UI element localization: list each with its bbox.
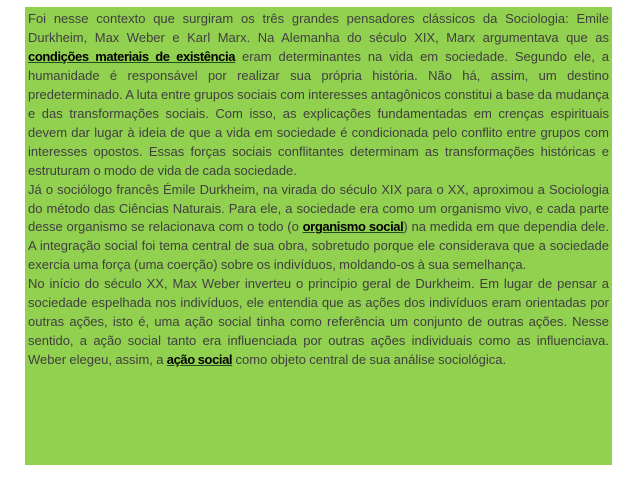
- paragraph-text: como objeto central de sua análise sociológica.: [232, 352, 507, 368]
- paragraph-text: Foi nesse contexto que surgiram os três grandes pensadores clássicos da Sociologia: Emile Durkheim, Max Weber e Karl Marx. Na Alemanha do século XIX, Marx argumentava que as: [28, 11, 609, 45]
- highlighted-term: organismo social: [302, 219, 404, 235]
- paragraph-durkheim: [28, 181, 609, 276]
- paragraph-text: ) na medida em que dependia dele. A integração social foi tema central de sua obra, sobretudo porque ele considerava que a sociedade exercia uma força (uma coerção) sobre os indivíduos, moldando-os à sua semelhança.: [28, 219, 610, 273]
- paragraph-marx: [28, 10, 609, 181]
- paragraph-text: eram determinantes na vida em sociedade. Segundo ele, a humanidade é responsável por realizar sua própria história. Não há, assim, um destino predeterminado. A luta entre grupos sociais com interesses antagônicos constitui a base da mudança e das transformações sociais. Com isso, as explicações fundamentadas em crenças espirituais devem dar lugar à ideia de que a vida em sociedade é condicionada pelo conflito entre grupos com interesses opostos. Essas forças sociais conflitantes determinam as transformações históricas e estruturam o modo de vida de cada sociedade.: [28, 48, 610, 178]
- text-panel: [25, 7, 612, 465]
- paragraph-weber: [28, 275, 609, 370]
- paragraph-text: Já o sociólogo francês Émile Durkheim, na virada do século XIX para o XX, aproximou a Sociologia do método das Ciências Naturais. Para ele, a sociedade era como um organismo vivo, e cada parte desse organismo se relacionava com o todo (o: [28, 181, 609, 235]
- highlighted-term: condições materiais de existência: [28, 48, 236, 64]
- paragraph-text: No início do século XX, Max Weber inverteu o princípio geral de Durkheim. Em lugar de pensar a sociedade espelhada nos indivíduos, ele entendia que as ações dos indivíduos eram orientadas por outras ações, isto é, uma ação social tinha como referência um conjunto de outras ações. Nesse sentido, a ação social tanto era influenciada por outras ações individuais como as influenciava. Weber elegeu, assim, a: [28, 276, 609, 368]
- highlighted-term: ação social: [166, 352, 233, 368]
